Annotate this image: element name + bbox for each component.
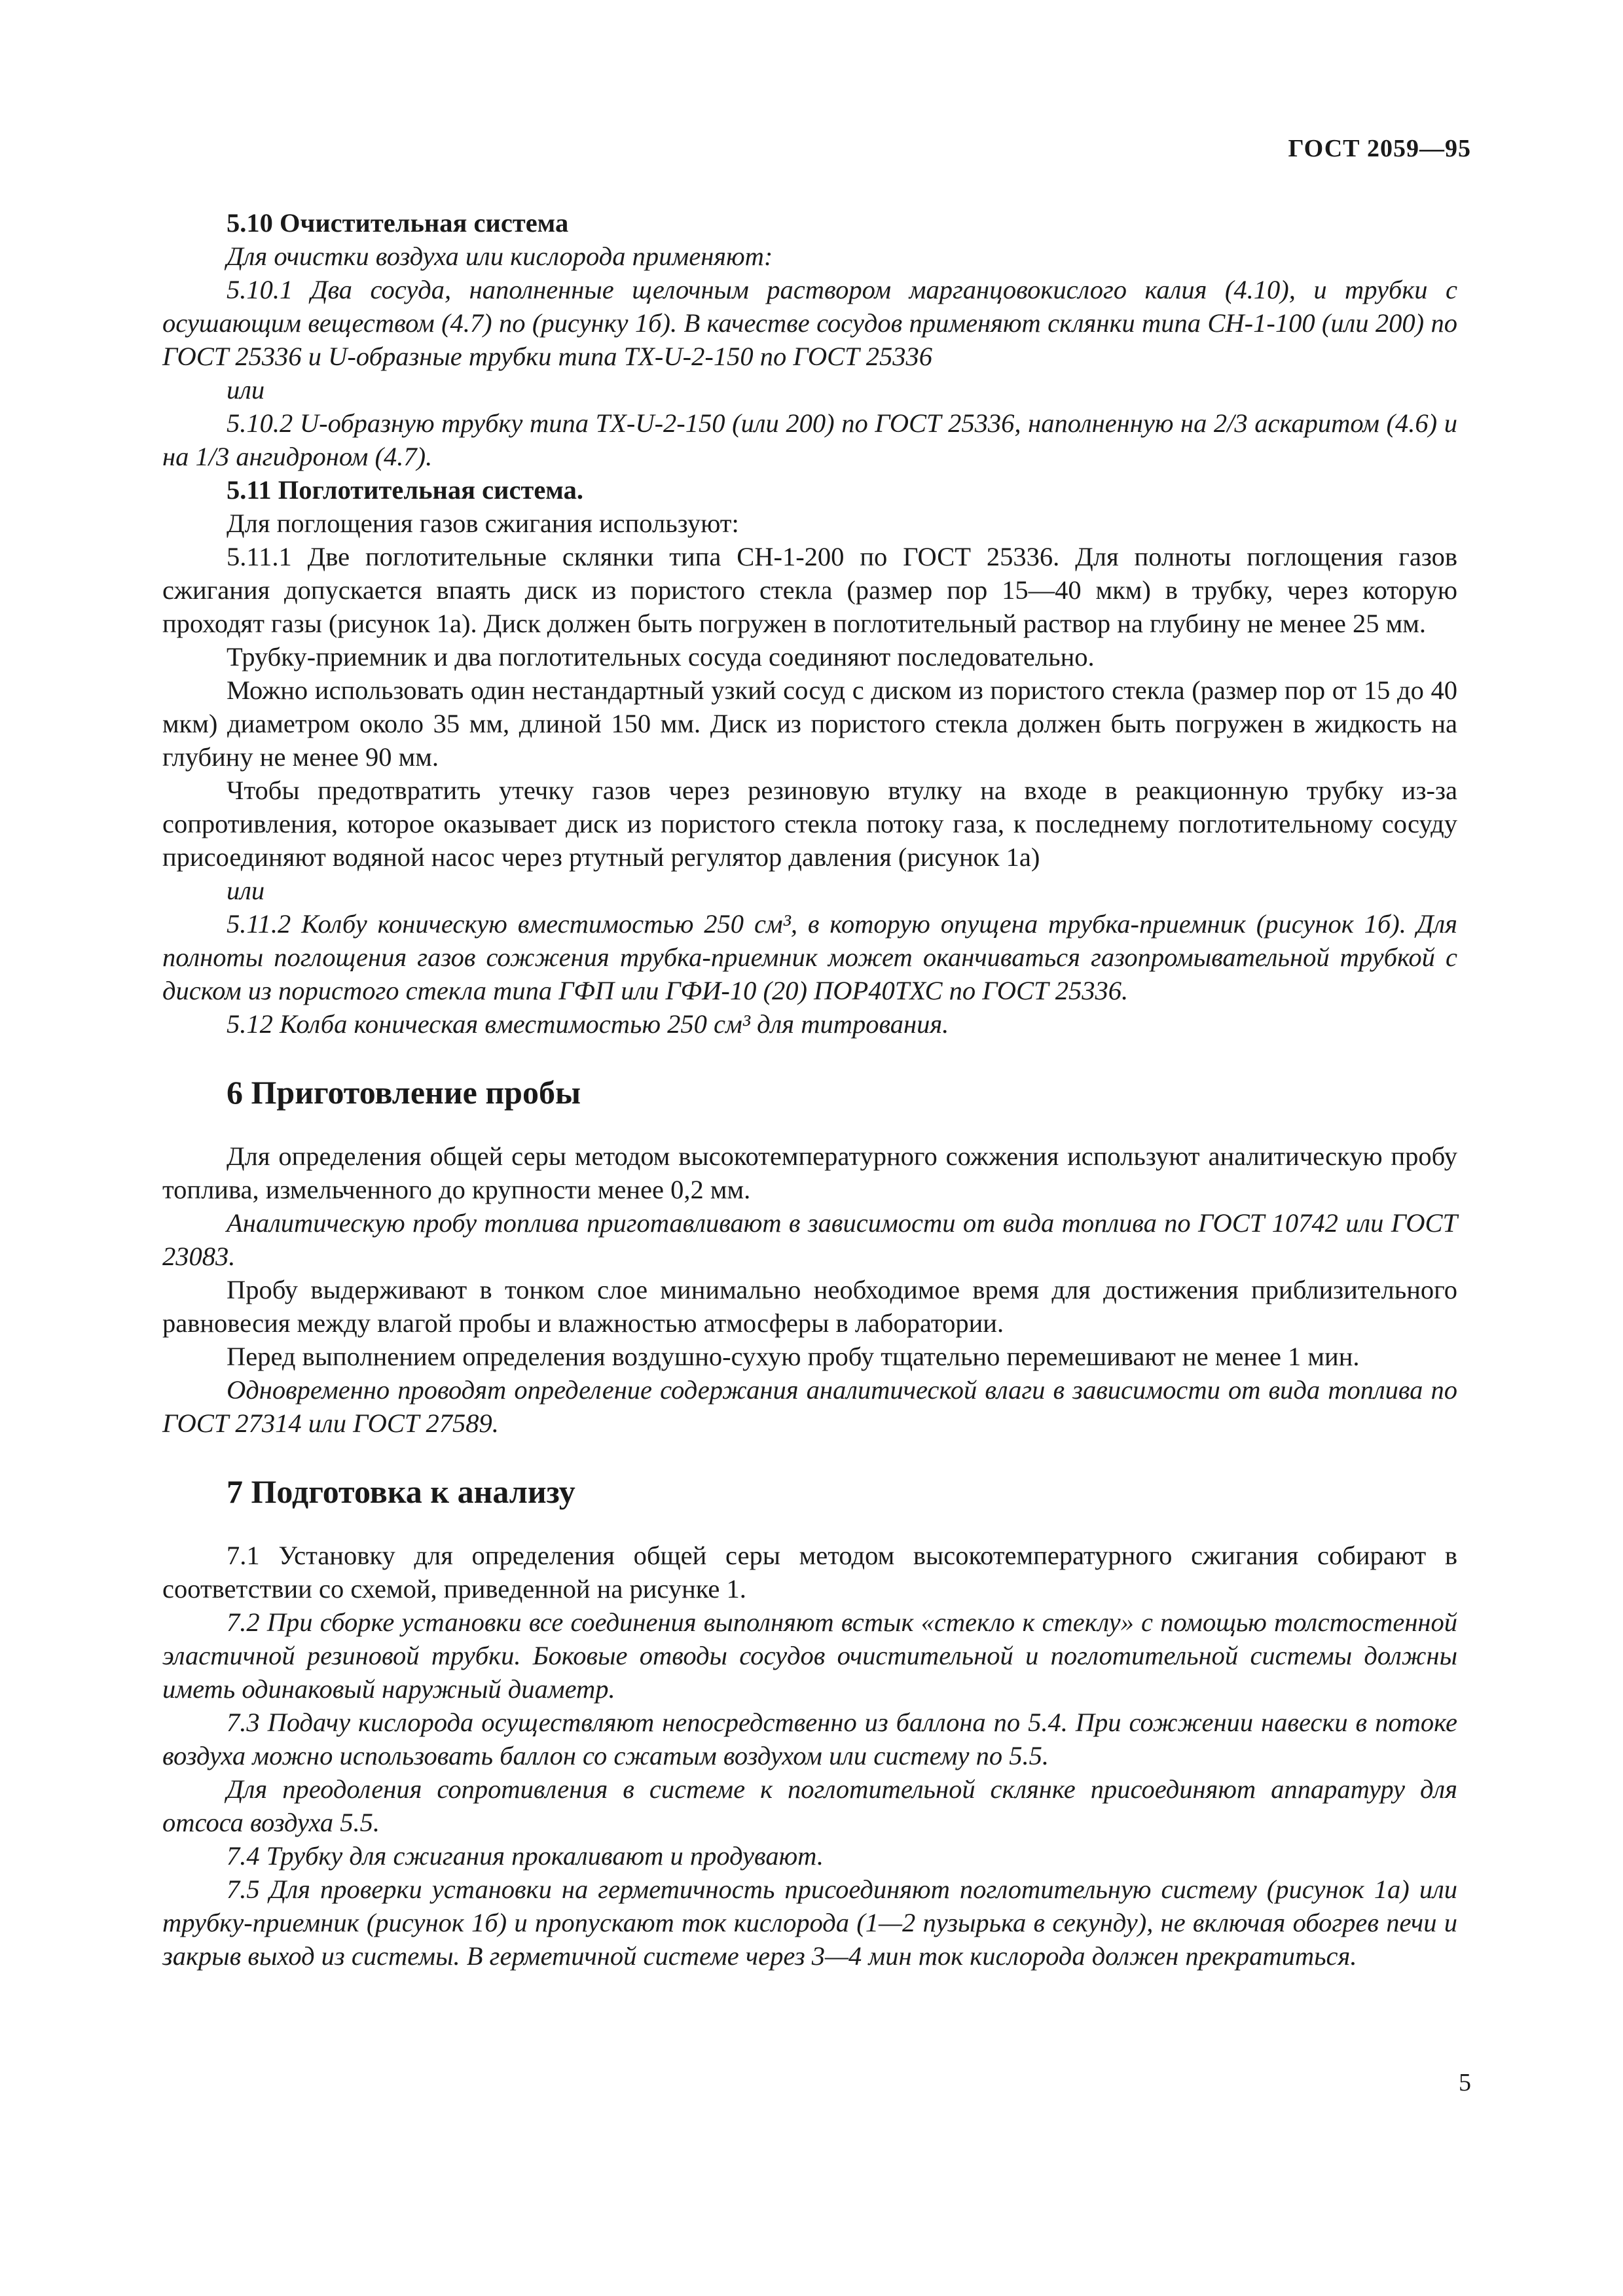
paragraph-or: или xyxy=(227,375,265,404)
paragraph: Для определения общей серы методом высокотемпературного сожжения используют аналитическую пробу топлива, измельченного до крупности менее 0,2 мм. xyxy=(162,1141,1457,1204)
paragraph-5-10-1: 5.10.1 Два сосуда, наполненные щелочным раствором марганцовокислого калия (4.10), и трубки с осушающим веществом (4.7) по (рисунку 1б). В качестве сосудов применяют склянки типа СН-1-100 (или 200) по ГОСТ 25336 и U-образные трубки типа ТХ-U-2-150 по ГОСТ 25336 xyxy=(162,275,1457,371)
paragraph: Одновременно проводят определение содержания аналитической влаги в зависимости от вида топлива по ГОСТ 27314 или ГОСТ 27589. xyxy=(162,1375,1457,1438)
paragraph-5-11-2: 5.11.2 Колбу коническую вместимостью 250 см³, в которую опущена трубка-приемник (рисунок 1б). Для полноты поглощения газов сожжения трубка-приемник может оканчиваться газопромывательной трубкой с диском из пористого стекла типа ГФП или ГФИ-10 (20) ПОР40ТХС по ГОСТ 25336. xyxy=(162,909,1457,1005)
paragraph-or: или xyxy=(227,876,265,905)
paragraph: Для поглощения газов сжигания используют: xyxy=(227,509,739,538)
section-heading-6: 6 Приготовление пробы xyxy=(227,1074,581,1111)
paragraph-7-5: 7.5 Для проверки установки на герметичность присоединяют поглотительную систему (рисунок 1а) или трубку-приемник (рисунок 1б) и пропускают ток кислорода (1—2 пузырька в секунду), не включая обогрев печи и закрыв выход из системы. В герметичной системе через 3—4 мин ток кислорода должен прекратиться. xyxy=(162,1874,1457,1971)
paragraph: Перед выполнением определения воздушно-сухую пробу тщательно перемешивают не менее 1 мин. xyxy=(227,1342,1360,1371)
paragraph: Для очистки воздуха или кислорода применяют: xyxy=(227,242,773,271)
paragraph-5-12: 5.12 Колба коническая вместимостью 250 см³ для титрования. xyxy=(227,1009,949,1039)
section-heading-7: 7 Подготовка к анализу xyxy=(227,1473,575,1510)
heading-5-10: 5.10 Очистительная система xyxy=(227,208,569,238)
paragraph: Трубку-приемник и два поглотительных сосуда соединяют последовательно. xyxy=(227,642,1095,672)
paragraph-7-2: 7.2 При сборке установки все соединения выполняют встык «стекло к стеклу» с помощью толстостенной эластичной резиновой трубки. Боковые отводы сосудов очистительной и поглотительной системы должны иметь одинаковый наружный диаметр. xyxy=(162,1607,1457,1704)
paragraph: Пробу выдерживают в тонком слое минимально необходимое время для достижения приблизительного равновесия между влагой пробы и влажностью атмосферы в лаборатории. xyxy=(162,1275,1457,1338)
paragraph: Для преодоления сопротивления в системе к поглотительной склянке присоединяют аппаратуру для отсоса воздуха 5.5. xyxy=(162,1774,1457,1837)
document-body xyxy=(162,206,1457,1973)
paragraph-5-11-1: 5.11.1 Две поглотительные склянки типа СН-1-200 по ГОСТ 25336. Для полноты поглощения газов сжигания допускается впаять диск из пористого стекла (размер пор 15—40 мкм) в трубку, через которую проходят газы (рисунок 1а). Диск должен быть погружен в поглотительный раствор на глубину не менее 25 мм. xyxy=(162,542,1457,638)
page-number: 5 xyxy=(1459,2069,1471,2096)
paragraph-5-10-2: 5.10.2 U-образную трубку типа ТХ-U-2-150 (или 200) по ГОСТ 25336, наполненную на 2/3 аскаритом (4.6) и на 1/3 ангидроном (4.7). xyxy=(162,408,1457,471)
paragraph: Можно использовать один нестандартный узкий сосуд с диском из пористого стекла (размер пор от 15 до 40 мкм) диаметром около 35 мм, длиной 150 мм. Диск из пористого стекла должен быть погружен в жидкость на глубину не менее 90 мм. xyxy=(162,675,1457,772)
document-header: ГОСТ 2059—95 xyxy=(1288,135,1471,162)
paragraph: Аналитическую пробу топлива приготавливают в зависимости от вида топлива по ГОСТ 10742 или ГОСТ 23083. xyxy=(162,1208,1457,1271)
paragraph-7-3: 7.3 Подачу кислорода осуществляют непосредственно из баллона по 5.4. При сожжении навески в потоке воздуха можно использовать баллон со сжатым воздухом или систему по 5.5. xyxy=(162,1708,1457,1770)
heading-5-11: 5.11 Поглотительная система. xyxy=(227,475,583,505)
paragraph-7-1: 7.1 Установку для определения общей серы методом высокотемпературного сжигания собирают в соответствии со схемой, приведенной на рисунке 1. xyxy=(162,1541,1457,1604)
paragraph-7-4: 7.4 Трубку для сжигания прокаливают и продувают. xyxy=(227,1841,824,1871)
paragraph: Чтобы предотвратить утечку газов через резиновую втулку на входе в реакционную трубку из-за сопротивления, которое оказывает диск из пористого стекла потоку газа, к последнему поглотительному сосуду присоединяют водяной насос через ртутный регулятор давления (рисунок 1а) xyxy=(162,776,1457,872)
